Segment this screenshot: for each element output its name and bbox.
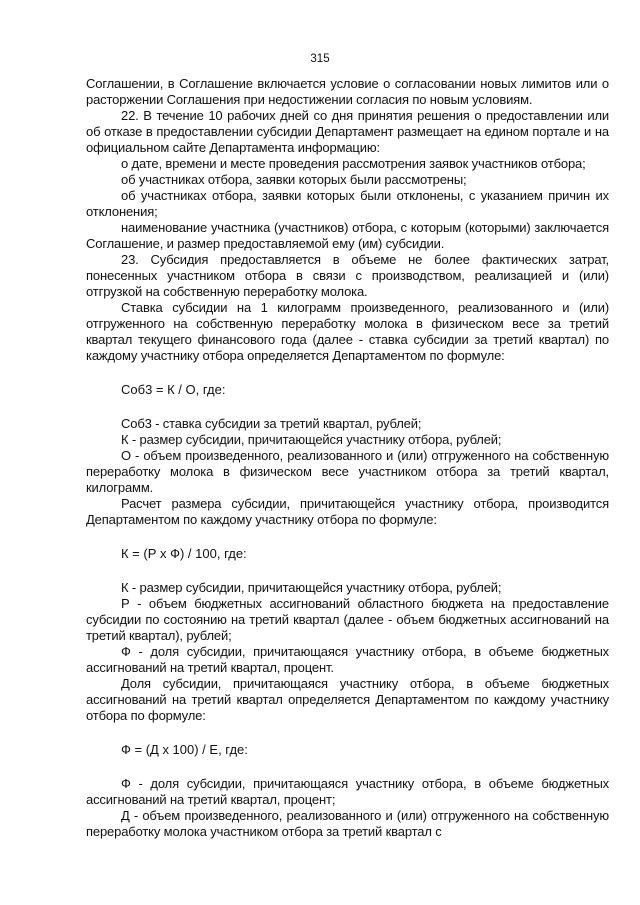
paragraph-share-definition: Доля субсидии, причитающаяся участнику отбора, в объеме бюджетных ассигнований на третий квартал определяется Департаментом по каждому участнику отбора по формуле: [86, 676, 609, 723]
paragraph-item-23: 23. Субсидия предоставляется в объеме не более фактических затрат, понесенных участником отбора в связи с производством, реализацией и (или) отгрузкой на собственную переработку молока. [86, 252, 609, 299]
paragraph-info-rejected: об участниках отбора, заявки которых были отклонены, с указанием причин их отклонения; [86, 188, 609, 219]
page-number: 315 [310, 53, 330, 65]
paragraph-rate-definition: Ставка субсидии на 1 килограмм произведенного, реализованного и (или) отгруженного на собственную переработку молока в физическом весе за третий квартал текущего финансового года (далее - ставка субсидии за третий квартал) по каждому участнику отбора определяется Департаментом по формуле: [86, 300, 609, 363]
paragraph-p-variable: Р - объем бюджетных ассигнований областного бюджета на предоставление субсидии по состоянию на третий квартал (далее - объем бюджетных ассигнований на третий квартал), рублей; [86, 596, 609, 643]
paragraph-size-calculation: Расчет размера субсидии, причитающейся участнику отбора, производится Департаментом по каждому участнику отбора по формуле: [86, 496, 609, 527]
paragraph-k-variable-2: К - размер субсидии, причитающейся участнику отбора, рублей; [121, 580, 502, 595]
formula-rate: Соб3 = К / О, где: [121, 382, 226, 397]
paragraph-item-22: 22. В течение 10 рабочих дней со дня принятия решения о предоставлении или об отказе в предоставлении субсидии Департамент размещает на едином портале и на официальном сайте Департамента информацию: [86, 108, 609, 155]
formula-size: К = (Р х Ф) / 100, где: [121, 546, 247, 561]
paragraph-rate-variable: Соб3 - ставка субсидии за третий квартал, рублей; [121, 416, 422, 431]
paragraph-info-date: о дате, времени и месте проведения рассмотрения заявок участников отбора; [121, 156, 586, 171]
formula-share: Ф = (Д х 100) / Е, где: [121, 742, 248, 757]
paragraph-f-variable-2: Ф - доля субсидии, причитающаяся участнику отбора, в объеме бюджетных ассигнований на третий квартал, процент; [86, 776, 609, 807]
paragraph-agreement-continuation: Соглашении, в Соглашение включается условие о согласовании новых лимитов или о расторжении Соглашения при недостижении согласия по новым условиям. [86, 76, 609, 107]
paragraph-info-reviewed: об участниках отбора, заявки которых были рассмотрены; [121, 172, 467, 187]
paragraph-o-variable: О - объем произведенного, реализованного и (или) отгруженного на собственную переработку молока в физическом весе участником отбора за третий квартал, килограмм. [86, 448, 609, 495]
paragraph-info-participant: наименование участника (участников) отбора, с которым (которыми) заключается Соглашение, и размер предоставляемой ему (им) субсидии. [86, 220, 609, 251]
paragraph-d-variable: Д - объем произведенного, реализованного и (или) отгруженного на собственную переработку молока участником отбора за третий квартал с [86, 808, 609, 839]
paragraph-f-variable: Ф - доля субсидии, причитающаяся участнику отбора, в объеме бюджетных ассигнований на третий квартал, процент. [86, 644, 609, 675]
paragraph-k-variable: К - размер субсидии, причитающейся участнику отбора, рублей; [121, 432, 502, 447]
document-body [86, 76, 609, 840]
